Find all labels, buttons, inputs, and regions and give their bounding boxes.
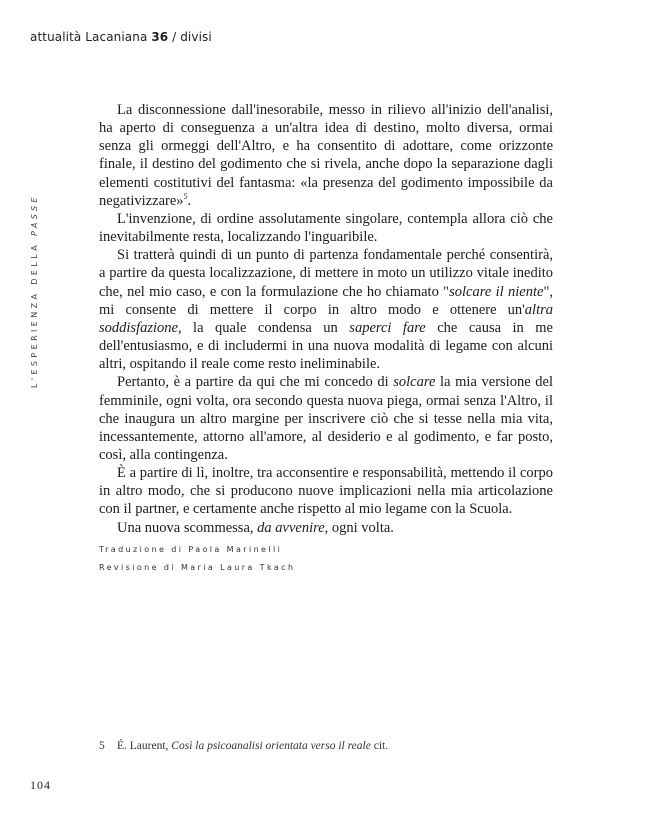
paragraph-text: ", mi consente di mettere il corpo in altro modo e ottenere un' xyxy=(99,283,553,318)
emphasis-text: solcare il niente xyxy=(449,283,544,300)
footnote-author: É. Laurent, xyxy=(117,740,172,752)
paragraph xyxy=(99,519,553,537)
paragraph-text: È a partire di lì, inoltre, tra acconsentire e responsabilità, mettendo il corpo in altro modo, che si producono nuove implicazioni nella mia articolazione con il partner, e certamente anche rispetto al mio legame con la Scuola. xyxy=(99,465,553,518)
side-label-italic: PASSE xyxy=(30,194,39,236)
paragraph-text: L'invenzione, di ordine assolutamente singolare, contempla allora ciò che inevitabilmente resta, localizzando l'inguaribile. xyxy=(99,210,553,246)
footnote-title: Così la psicoanalisi orientata verso il reale xyxy=(171,740,371,752)
article-body xyxy=(99,101,553,537)
footnote-number: 5 xyxy=(99,740,105,752)
emphasis-text: altra soddisfazione xyxy=(99,301,553,336)
footnote-suffix: cit. xyxy=(370,740,389,752)
running-head xyxy=(30,30,212,44)
paragraph-text: Si tratterà quindi di un punto di partenza fondamentale perché consentirà, a partire da questa localizzazione, di mettere in moto un utilizzo vitale inedito che, nel mio caso, e con la formulazione che ho chiamato " xyxy=(99,247,553,300)
journal-name: attualità Lacaniana xyxy=(30,30,148,44)
credits xyxy=(99,541,295,577)
emphasis-text: saperci fare xyxy=(349,319,426,336)
paragraph xyxy=(99,464,553,518)
paragraph xyxy=(99,101,553,210)
paragraph-text: che causa in me dell'entusiasmo, e di includermi in una nuova modalità di legame con alcuni altri, ospitando il reale come resto ineliminabile. xyxy=(99,319,553,373)
paragraph-text: , la quale condensa un xyxy=(177,319,350,336)
emphasis-text: da avvenire xyxy=(257,519,325,536)
paragraph-text: La disconnessione dall'inesorabile, messo in rilievo all'inizio dell'analisi, ha aperto di conseguenza a un'altra idea di destino, molto diversa, ormai senza gli ormeggi dell'Altro, e ha consentito di adottare, come orizzonte finale, il destino del godimento che si rivela, anche dopo la separazione dagli elementi costitutivi del fantasma: «la presenza del godimento impossibile da negativizzare» xyxy=(99,102,553,209)
side-section-label xyxy=(30,194,39,388)
issue-number: 36 xyxy=(151,30,169,44)
paragraph xyxy=(99,246,553,373)
paragraph-text: la mia versione del femminile, ogni volta, ora secondo questa nuova piega, ormai senza l'Altro, il che inaugura un altro margine per inscrivere ciò che si tesse nella mia vita, incessantemente, attorno all'amore, al desiderio e al godimento, e far posto, così, alla contingenza. xyxy=(99,374,553,463)
paragraph-text: Pertanto, è a partire da qui che mi concedo di xyxy=(117,374,394,391)
footnote xyxy=(99,740,388,752)
paragraph xyxy=(99,210,553,246)
page-number: 104 xyxy=(30,778,51,792)
header-separator: / xyxy=(168,30,181,44)
translation-credit: Traduzione di Paola Marinelli xyxy=(99,545,283,554)
paragraph-text: Una nuova scommessa, xyxy=(117,519,258,536)
footnote-ref: 5 xyxy=(183,191,188,201)
paragraph-text: . xyxy=(187,192,192,209)
section-name: divisi xyxy=(180,30,212,44)
paragraph xyxy=(99,373,553,464)
side-label-prefix: L'ESPERIENZA DELLA xyxy=(30,235,39,388)
emphasis-text: solcare xyxy=(393,374,436,391)
revision-credit: Revisione di Maria Laura Tkach xyxy=(99,563,296,572)
paragraph-text: , ogni volta. xyxy=(324,519,394,536)
